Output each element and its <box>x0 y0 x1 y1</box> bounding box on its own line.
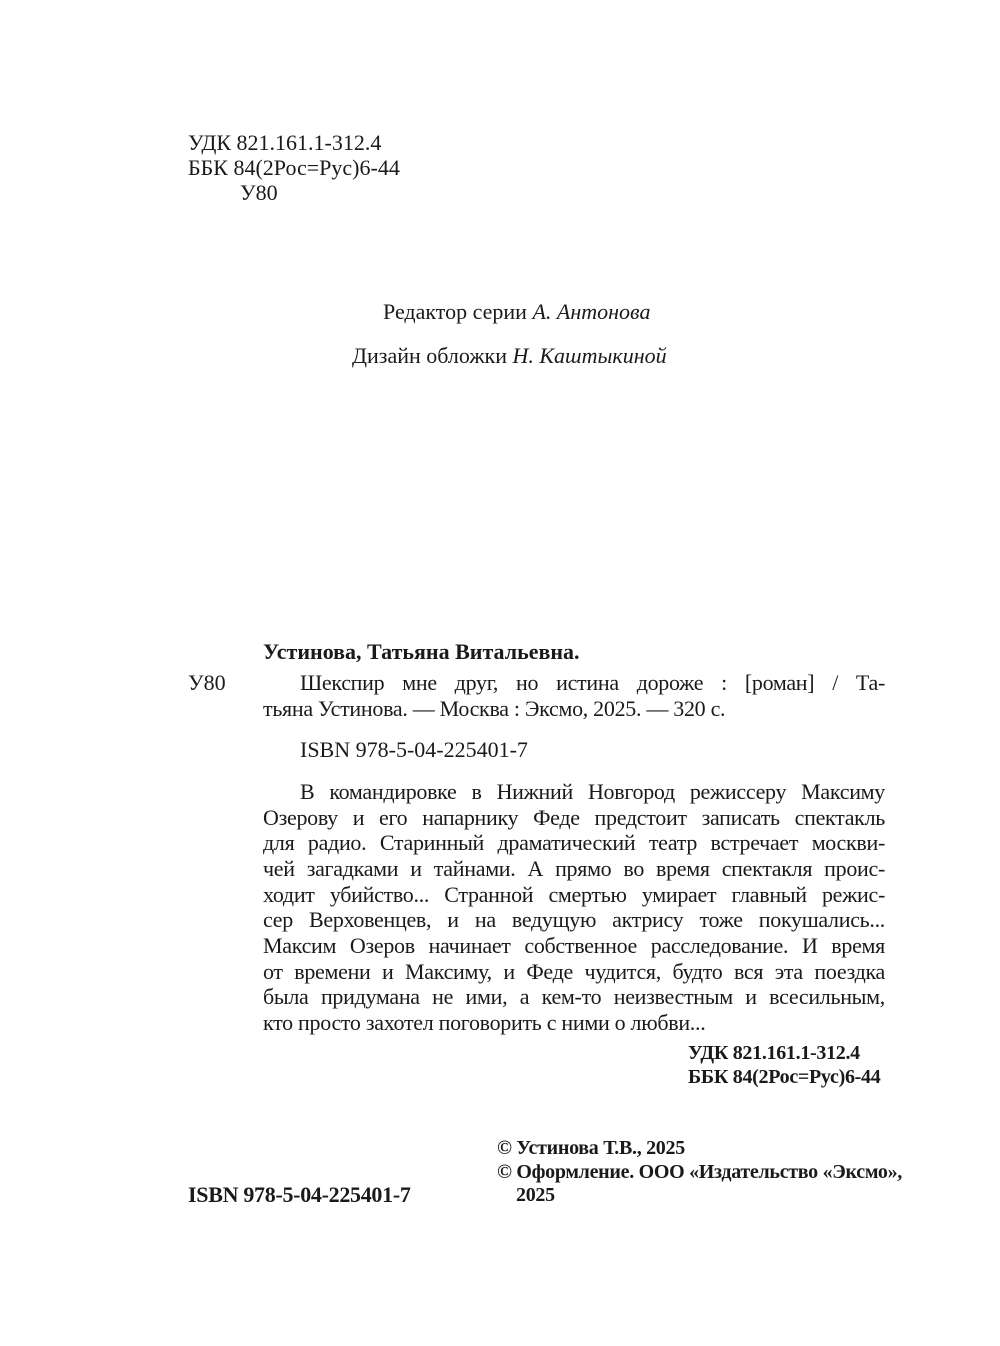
cover-design-credit <box>352 343 667 369</box>
isbn-footer: ISBN 978-5-04-225401-7 <box>188 1182 411 1207</box>
annotation-line: Максим Озеров начинает собственное расследование. И время <box>263 933 885 958</box>
copyright-line: 2025 <box>516 1184 555 1206</box>
annotation-line: Озерову и его напарнику Феде предстоит записать спектакль <box>263 805 885 830</box>
bbk-top: ББК 84(2Рос=Рус)6-44 <box>188 155 400 180</box>
credit-name: Н. Каштыкиной <box>512 343 667 368</box>
annotation-line: была придумана не ими, а кем-то неизвестным и всесильным, <box>263 984 885 1009</box>
copyright-line: © Оформление. ООО «Издательство «Эксмо», <box>497 1161 902 1183</box>
author-mark-top: У80 <box>240 180 278 205</box>
bbk-record: ББК 84(2Рос=Рус)6-44 <box>688 1066 881 1088</box>
annotation-line: В командировке в Нижний Новгород режиссеру Максиму <box>300 779 885 804</box>
series-editor-credit <box>383 299 650 325</box>
annotation-line: ходит убийство... Странной смертью умирает главный режис- <box>263 882 885 907</box>
annotation-line: кто просто захотел поговорить с ними о любви... <box>263 1010 706 1035</box>
credit-role: Редактор серии <box>383 299 527 324</box>
title-line: тьяна Устинова. — Москва : Эксмо, 2025. — 320 с. <box>263 696 726 721</box>
udk-top: УДК 821.161.1-312.4 <box>188 130 382 155</box>
isbn-record: ISBN 978-5-04-225401-7 <box>300 737 528 762</box>
udk-record: УДК 821.161.1-312.4 <box>688 1042 860 1064</box>
annotation-line: для радио. Старинный драматический театр встречает москви- <box>263 830 885 855</box>
annotation-line: от времени и Максиму, и Феде чудится, будто вся эта поездка <box>263 959 885 984</box>
copyright-line: © Устинова Т.В., 2025 <box>497 1137 685 1159</box>
credit-name: А. Антонова <box>532 299 651 324</box>
annotation-line: сер Верховенцев, и на ведущую актрису тоже покушались... <box>263 907 885 932</box>
title-line: Шекспир мне друг, но истина дороже : [роман] / Та- <box>300 670 885 695</box>
credit-role: Дизайн обложки <box>352 343 508 368</box>
author-mark: У80 <box>188 670 226 695</box>
author-heading: Устинова, Татьяна Витальевна. <box>263 639 580 664</box>
annotation-line: чей загадками и тайнами. А прямо во время спектакля проис- <box>263 856 885 881</box>
